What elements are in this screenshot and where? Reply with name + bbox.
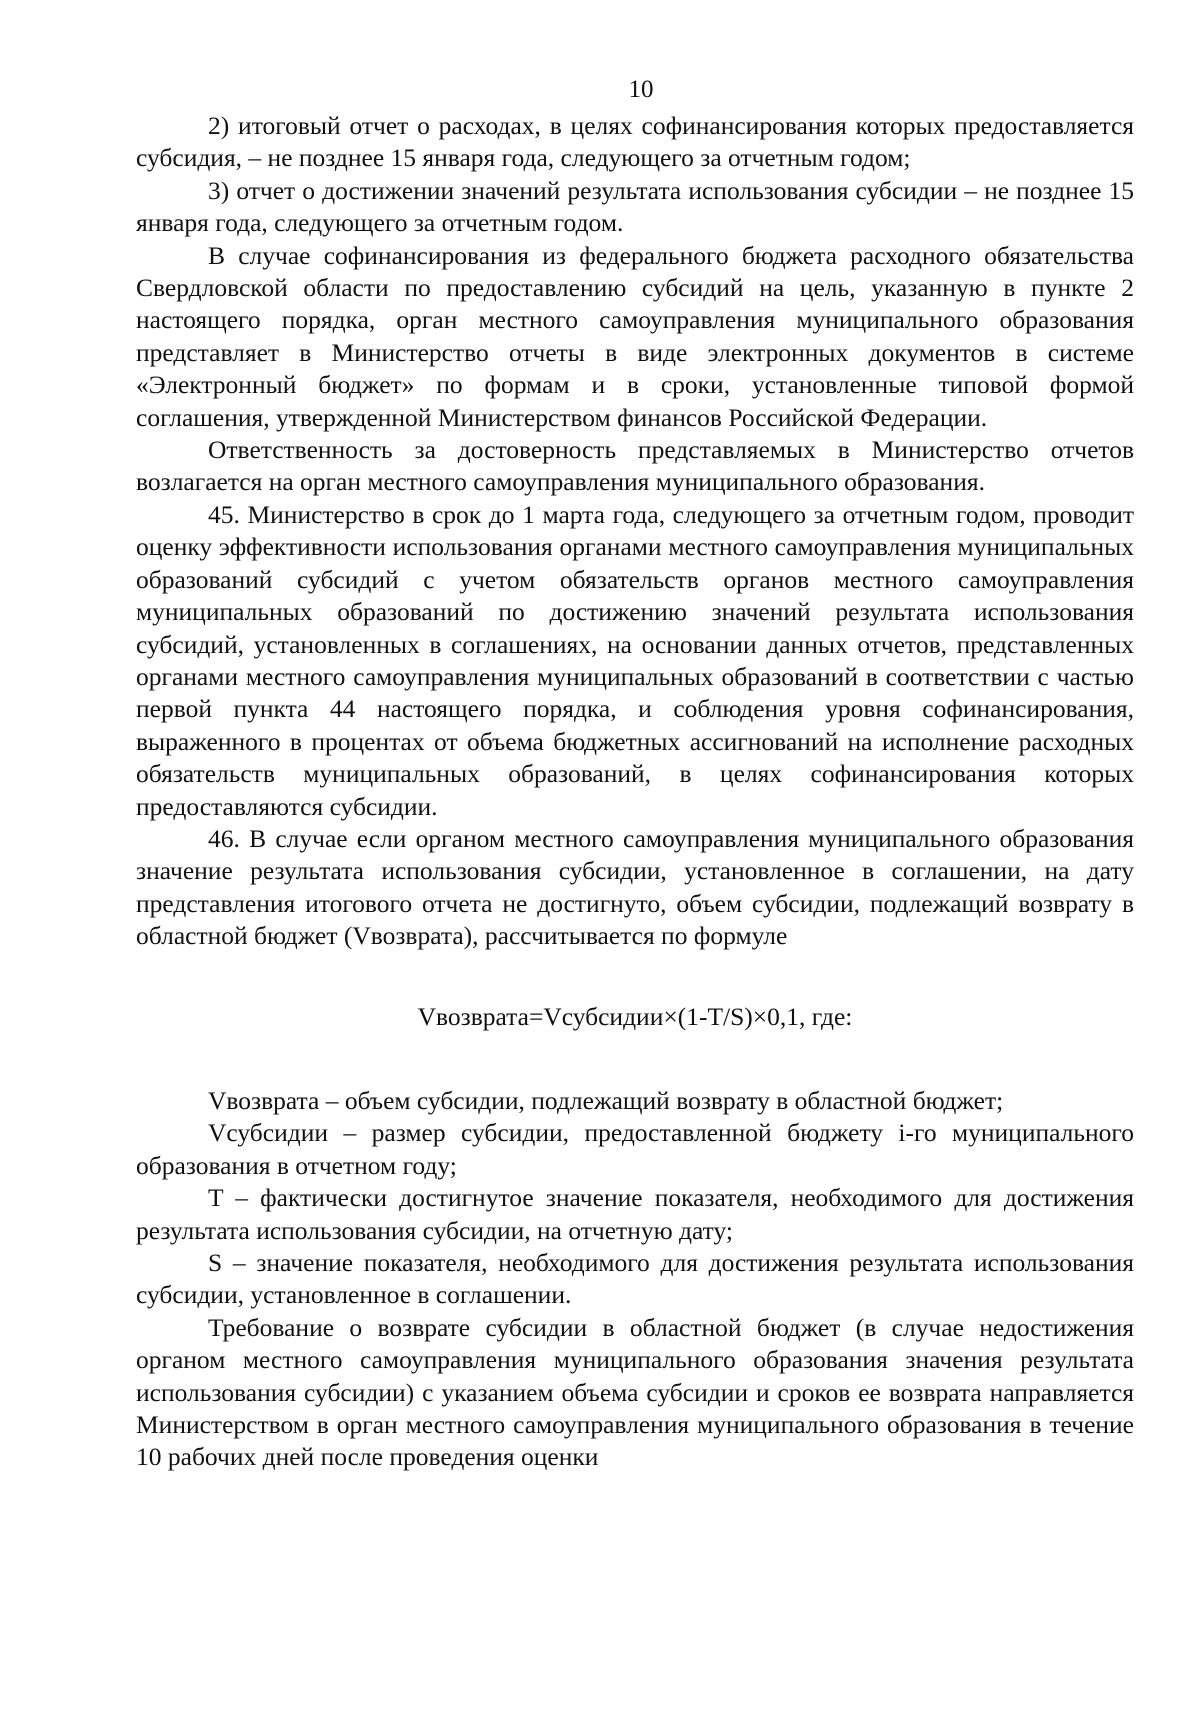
paragraph-return-requirement: Требование о возврате субсидии в областной бюджет (в случае недостижения органом местного самоуправления муниципального образования значения результата использования субсидии) с указанием объема субсидии и сроков ее возврата направляется Министерством в орган местного самоуправления муниципального образования в течение 10 рабочих дней после проведения оценки [136, 1312, 1134, 1472]
paragraph-responsibility: Ответственность за достоверность представляемых в Министерство отчетов возлагается на орган местного самоуправления муниципального образования. [136, 435, 1134, 497]
page-number: 10 [628, 76, 654, 103]
paragraph-federal-cofinancing: В случае софинансирования из федерального бюджета расходного обязательства Свердловской области по предоставлению субсидий на цель, указанную в пункте 2 настоящего порядка, орган местного самоуправления муниципального образования представляет в Министерство отчеты в виде электронных документов в системе «Электронный бюджет» по формам и в сроки, установленные типовой формой соглашения, утвержденной Министерством финансов Российской Федерации. [136, 240, 1134, 432]
definition-v-subsidy: Vсубсидии – размер субсидии, предоставленной бюджету i-го муниципального образования в отчетном году; [136, 1118, 1134, 1180]
paragraph-final-report: 2) итоговый отчет о расходах, в целях софинансирования которых предоставляется субсидия, – не позднее 15 января года, следующего за отчетным годом; [136, 111, 1134, 173]
document-page [136, 70, 1134, 1474]
definition-s: S – значение показателя, необходимого для достижения результата использования субсидии, установленное в соглашении. [136, 1248, 1134, 1310]
paragraph-result-report: 3) отчет о достижении значений результата использования субсидии – не позднее 15 января года, следующего за отчетным годом. [136, 175, 1134, 238]
definition-v-return: Vвозврата – объем субсидии, подлежащий возврату в областной бюджет; [208, 1085, 1004, 1115]
definition-t: T – фактически достигнутое значение показателя, необходимого для достижения результата использования субсидии, на отчетную дату; [136, 1183, 1134, 1245]
paragraph-46: 46. В случае если органом местного самоуправления муниципального образования значение результата использования субсидии, установленное в соглашении, на дату представления итогового отчета не достигнуто, объем субсидии, подлежащий возврату в областной бюджет (Vвозврата), рассчитывается по формуле [136, 823, 1134, 951]
paragraph-45: 45. Министерство в срок до 1 марта года, следующего за отчетным годом, проводит оценку эффективности использования органами местного самоуправления муниципальных образований субсидий с учетом обязательств органов местного самоуправления муниципальных образований по достижению значений результата использования субсидий, установленных в соглашениях, на основании данных отчетов, представленных органами местного самоуправления муниципальных образований в соответствии с частью первой пункта 44 настоящего порядка, и соблюдения уровня софинансирования, выраженного в процентах от объема бюджетных ассигнований на исполнение расходных обязательств муниципальных образований, в целях софинансирования которых предоставляются субсидии. [136, 499, 1134, 821]
formula: Vвозврата=Vсубсидии×(1-T/S)×0,1, где: [417, 1001, 853, 1031]
